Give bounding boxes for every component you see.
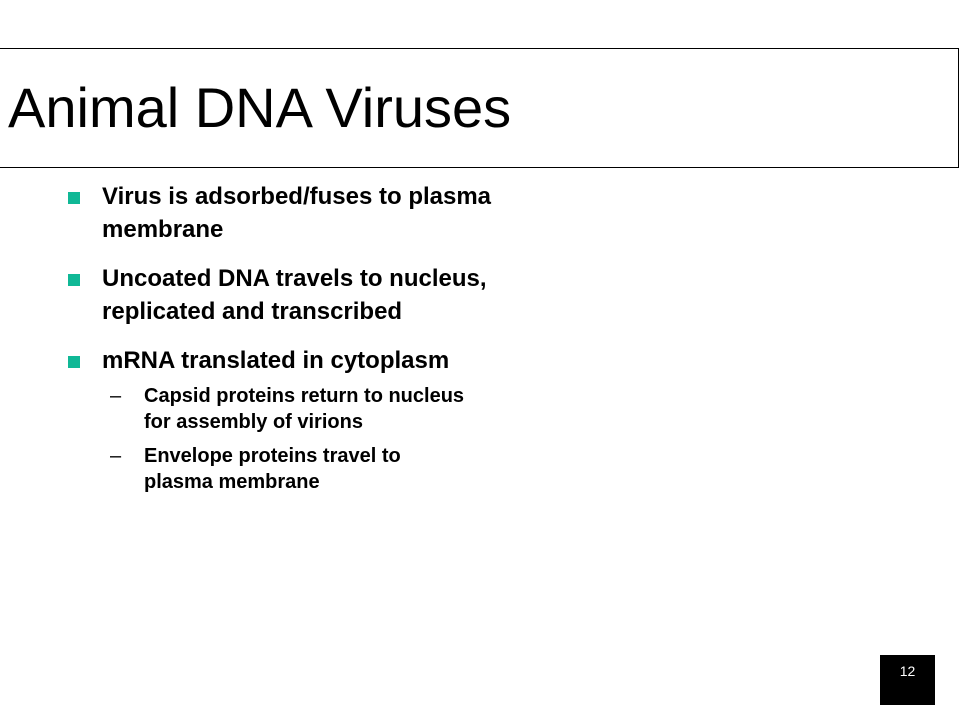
bullet-text: Uncoated DNA travels to nucleus, replicated and transcribed <box>102 265 487 325</box>
sub-bullet-text: Envelope proteins travel to plasma membrane <box>144 445 401 493</box>
bullet-item <box>68 180 528 246</box>
bullet-text: Virus is adsorbed/fuses to plasma membrane <box>102 183 492 243</box>
page-number: 12 <box>899 663 916 679</box>
sub-bullet-item <box>110 443 470 495</box>
slide-title: Animal DNA Viruses <box>8 76 512 139</box>
bullet-list <box>68 180 528 511</box>
dash-bullet-icon: – <box>110 385 122 407</box>
sub-bullet-text: Capsid proteins return to nucleus for assembly of virions <box>144 385 465 433</box>
square-bullet-icon <box>68 192 80 204</box>
bullet-text: mRNA translated in cytoplasm <box>102 347 450 374</box>
square-bullet-icon <box>68 274 80 286</box>
sub-bullet-list <box>110 383 470 495</box>
sub-bullet-item <box>110 383 470 435</box>
dash-bullet-icon: – <box>110 445 122 467</box>
square-bullet-icon <box>68 356 80 368</box>
page-number-badge <box>880 655 935 705</box>
bullet-item <box>68 344 528 495</box>
bullet-item <box>68 262 528 328</box>
